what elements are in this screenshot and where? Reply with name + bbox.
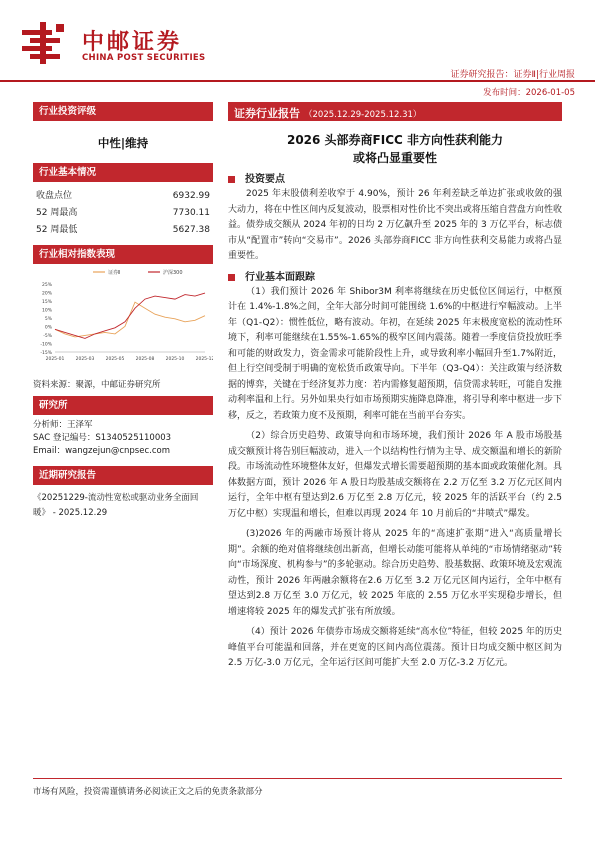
stat-label: 52 周最低	[36, 225, 78, 235]
researcher-info	[33, 419, 213, 458]
x-tick-label: 2025-10	[165, 357, 185, 362]
paragraph: （1）我们预计 2026 年 Shibor3M 利率将继续在历史低位区间运行，中枢预计在 1.4%-1.8%之间，全年大部分时间可能围绕 1.6%的中枢进行窄幅波动。上半年（Q1-Q2）：惯性低位，略有波动。年初，在延续 2025 年末极度宽松的流动性环境下，利率可能继续在1.55%-1.65%的极窄区间内震荡。随着一季度信贷投放旺季和可能的财政发力，资金需求可能阶段性上升，或导致利率小幅回升至1.7%附近，但上行空间受制于明确的宽松货币政策导向。下半年（Q3-Q4）：关注政策与经济数据的博弈，关键在于经济复苏力度：若内需修复超预期，信贷需求转旺，可能自发推动利率温和上行。另外如果央行如市场预期实施降息降准，将引导利率中枢进一步下移，反之，若政策力度不及预期，利率可能在当前平台夯实。	[228, 286, 562, 421]
stat-row	[33, 205, 213, 222]
logo-text-cn: 中邮证券	[82, 30, 183, 55]
performance-heading: 行业相对指数表现	[33, 245, 213, 264]
square-bullet-icon	[228, 274, 235, 281]
square-bullet-icon	[228, 176, 235, 183]
paragraph: （2）综合历史趋势、政策导向和市场环境，我们预计 2026 年 A 股市场股基成交额预计将告别巨幅波动，进入一个以结构性行情为主导、成交额温和增长的新阶段。市场流动性环境整体友好，但爆发式增长需要超预期的基本面或政策催化剂。具体数据方面，预计 2026 年 A 股日均股基成交额将在 2.2 万亿至 3.2 万亿元区间内运行，全年中枢有望达到2.6 万亿至 2.8 万亿元，较 2025 年的活跃平台（约 2.5 万亿中枢）实现温和增长，但难以再现 2024 年 10 月前后的“井喷式”爆发。	[228, 431, 562, 519]
company-logo	[22, 20, 242, 70]
y-tick-label: 0%	[44, 325, 52, 331]
basics-heading: 行业基本情况	[33, 163, 213, 182]
stat-value: 7730.11	[172, 208, 210, 218]
main-heading	[228, 102, 562, 121]
stat-label: 52 周最高	[36, 208, 78, 218]
paragraph: (3)2026 年的两融市场预计将从 2025 年的“高速扩张期”进入“高质量增长期”。余额的绝对值将继续创出新高，但增长动能可能将从单纯的“市场情绪驱动”转向“市场深度、机构参与”的多轮驱动。综合历史趋势、股基数据、政策环境及宏观流动性，预计 2026 年两融余额将在2.6 万亿至 3.2 万亿元区间内运行，全年中枢有望达到2.8 万亿至 3.0 万亿元，较 2025 年底的 2.55 万亿水平实现稳步增长，但增速将较 2025 年的爆发式扩张有所放缓。	[228, 529, 562, 617]
stat-row	[33, 188, 213, 205]
researcher-heading: 研究所	[33, 396, 213, 415]
x-tick-label: 2025-01	[45, 357, 65, 362]
logo-mark-icon	[22, 20, 68, 66]
recent-reports	[33, 491, 213, 521]
main-heading-range: （2025.12.29-2025.12.31）	[304, 110, 422, 120]
header-divider	[0, 80, 595, 82]
y-tick-label: 5%	[44, 317, 52, 322]
legend-label: 证券Ⅱ	[108, 270, 121, 276]
x-tick-label: 2025-05	[105, 357, 125, 362]
stats-list	[33, 188, 213, 239]
y-tick-label: -10%	[40, 342, 52, 348]
x-tick-label: 2025-08	[135, 357, 155, 362]
stat-row	[33, 222, 213, 239]
industry-rating: 中性|维持	[97, 136, 149, 150]
logo-text-en: CHINA POST SECURITIES	[82, 53, 206, 63]
footer-divider	[33, 778, 562, 779]
y-tick-label: -5%	[43, 334, 52, 339]
analyst-name: 分析师：王泽军	[33, 420, 93, 430]
section-title: 行业基本面跟踪	[228, 270, 562, 285]
report-type: 证券研究报告：证券Ⅱ|行业周报	[450, 70, 575, 80]
paragraph: 2025 年末股债利差收窄于 4.90%，预计 26 年利差缺乏单边扩张或收敛的强大动力，将在中性区间内反复波动，股票相对性价比不突出或将压缩自营盘方向性收益。债券成交额从 2024 年初的日均 2 万亿飙升至 2025 年的 3 万亿平台，标志债市从“配置市”转向“交易市”。2026 头部券商FICC 非方向性获利交易能力或将凸显重要性。	[228, 189, 562, 261]
sac-number: SAC 登记编号：S1340525110003	[33, 433, 172, 443]
stat-value: 5627.38	[172, 225, 210, 235]
y-tick-label: 10%	[41, 308, 52, 314]
paragraph: （4）预计 2026 年债券市场成交额将延续“高水位”特征，但较 2025 年的历史峰值平台可能温和回落，并在更宽的区间内高位震荡。预计日均成交额中枢区间为 2.5 万亿-3.0 万亿元，全年运行区间可能扩大至 2.0 万亿-3.2 万亿元。	[228, 627, 562, 668]
relative-performance-chart	[33, 264, 213, 374]
chart-source: 资料来源：聚源，中邮证券研究所	[33, 380, 161, 390]
y-tick-label: 15%	[41, 300, 52, 305]
main-content	[228, 102, 562, 672]
y-tick-label: -15%	[40, 351, 52, 356]
stat-label: 收盘点位	[36, 191, 73, 201]
recent-report-link[interactable]: 《20251229-流动性宽松或驱动业务全面回暖》 - 2025.12.29	[33, 493, 199, 518]
section-title: 投资要点	[228, 172, 562, 187]
x-tick-label: 2025-12	[195, 357, 213, 362]
x-tick-label: 2025-03	[75, 357, 95, 362]
sidebar	[33, 102, 213, 521]
disclaimer: 市场有风险，投资需谨慎请务必阅读正文之后的免责条款部分	[33, 787, 263, 797]
recent-reports-heading: 近期研究报告	[33, 466, 213, 485]
legend-label: 沪深300	[163, 270, 183, 276]
stat-value: 6932.99	[172, 191, 210, 201]
publish-time: 发布时间：2026-01-05	[483, 88, 575, 98]
series-line	[55, 293, 205, 338]
y-tick-label: 25%	[41, 283, 52, 288]
y-tick-label: 20%	[41, 291, 52, 297]
report-title	[228, 131, 562, 167]
report-title-line: 2026 头部券商FICC 非方向性获利能力	[286, 133, 504, 147]
report-title-line: 或将凸显重要性	[352, 151, 437, 165]
series-line	[55, 302, 205, 337]
rating-heading: 行业投资评级	[33, 102, 213, 121]
main-heading-title: 证券行业报告	[234, 107, 300, 120]
analyst-email[interactable]: Email：wangzejun@cnpsec.com	[33, 446, 170, 456]
performance-chart-svg	[33, 264, 213, 374]
